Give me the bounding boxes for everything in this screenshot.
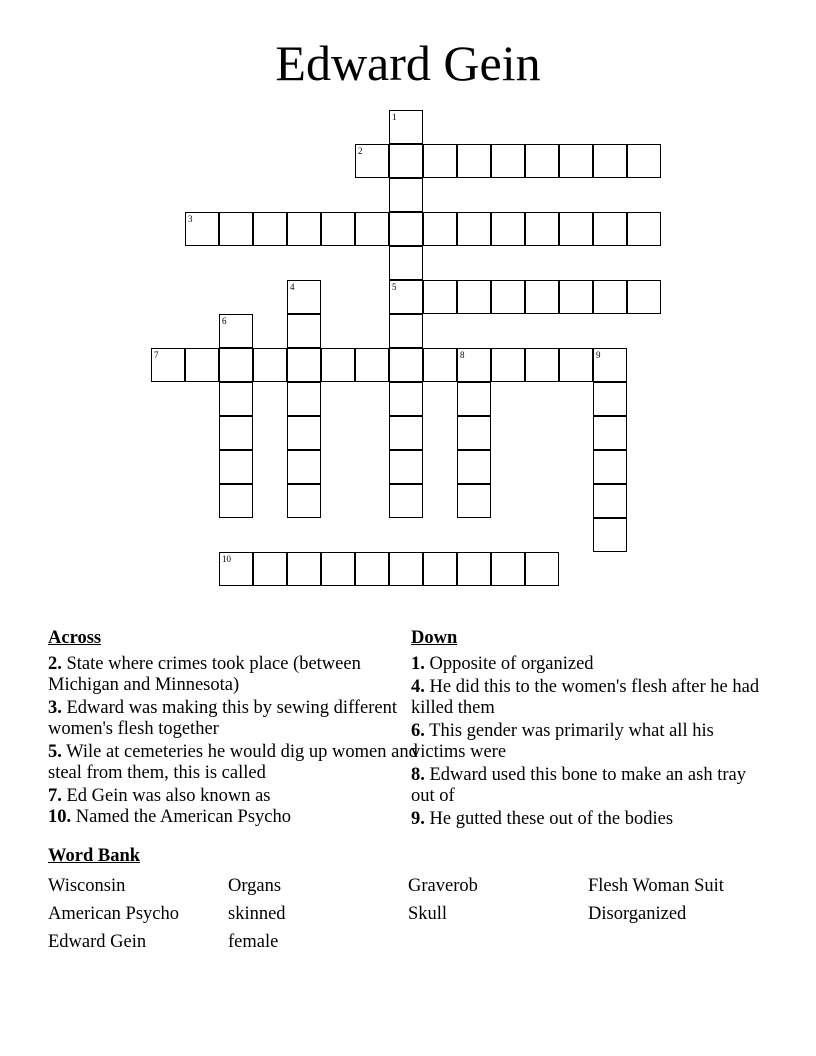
crossword-cell[interactable] <box>559 144 593 178</box>
crossword-cell[interactable] <box>389 144 423 178</box>
crossword-cell[interactable] <box>287 484 321 518</box>
crossword-cell[interactable] <box>321 212 355 246</box>
clue-text: Wile at cemeteries he would dig up women and steal from them, this is called <box>48 742 418 783</box>
crossword-cell[interactable] <box>287 450 321 484</box>
clue-across-10 <box>48 807 418 828</box>
word-bank-item: skinned <box>228 904 286 924</box>
clue-across-3 <box>48 698 418 740</box>
crossword-cell[interactable] <box>287 416 321 450</box>
crossword-cell[interactable] <box>525 348 559 382</box>
crossword-cell[interactable] <box>321 348 355 382</box>
clue-number-label: 5 <box>392 282 397 292</box>
crossword-cell[interactable] <box>219 450 253 484</box>
crossword-cell[interactable] <box>559 280 593 314</box>
across-heading: Across <box>48 628 102 648</box>
clue-number: 10. <box>48 807 72 827</box>
crossword-cell[interactable] <box>423 280 457 314</box>
clue-number-label: 6 <box>222 316 227 326</box>
clue-number: 5. <box>48 742 62 762</box>
crossword-cell[interactable] <box>593 212 627 246</box>
crossword-cell[interactable] <box>457 212 491 246</box>
crossword-cell[interactable] <box>423 552 457 586</box>
clue-number-label: 9 <box>596 350 601 360</box>
crossword-cell[interactable] <box>627 280 661 314</box>
clue-text: He gutted these out of the bodies <box>429 809 674 829</box>
crossword-cell[interactable] <box>525 552 559 586</box>
crossword-cell[interactable] <box>457 450 491 484</box>
crossword-cell[interactable] <box>389 178 423 212</box>
clue-number: 1. <box>411 654 425 674</box>
clue-text: He did this to the women's flesh after he had killed them <box>411 677 760 718</box>
clue-down-8 <box>411 765 771 807</box>
crossword-cell[interactable] <box>593 518 627 552</box>
crossword-cell[interactable] <box>389 212 423 246</box>
crossword-cell[interactable] <box>389 416 423 450</box>
clue-across-2 <box>48 654 418 696</box>
crossword-cell[interactable] <box>389 246 423 280</box>
crossword-cell[interactable] <box>627 212 661 246</box>
clue-down-4 <box>411 677 771 719</box>
down-heading: Down <box>411 628 458 648</box>
crossword-cell[interactable] <box>219 348 253 382</box>
crossword-cell[interactable] <box>253 552 287 586</box>
crossword-cell[interactable] <box>491 348 525 382</box>
clue-number: 4. <box>411 677 425 697</box>
crossword-cell[interactable] <box>457 416 491 450</box>
crossword-cell[interactable] <box>287 280 321 314</box>
down-clues <box>411 628 771 832</box>
word-bank <box>48 846 788 956</box>
crossword-cell[interactable] <box>219 382 253 416</box>
clue-number: 8. <box>411 765 425 785</box>
clue-text: Ed Gein was also known as <box>66 786 271 806</box>
crossword-cell[interactable] <box>389 450 423 484</box>
crossword-cell[interactable] <box>491 280 525 314</box>
word-bank-item: Flesh Woman Suit <box>588 876 724 896</box>
word-bank-item: Organs <box>228 876 282 896</box>
crossword-cell[interactable] <box>559 348 593 382</box>
clue-number-label: 2 <box>358 146 363 156</box>
clue-text: Named the American Psycho <box>75 807 292 827</box>
word-bank-heading: Word Bank <box>48 846 141 866</box>
clue-number-label: 10 <box>222 554 231 564</box>
crossword-cell[interactable] <box>525 144 559 178</box>
word-bank-item: Wisconsin <box>48 876 126 896</box>
crossword-cell[interactable] <box>219 314 253 348</box>
clue-text: Edward was making this by sewing different women's flesh together <box>48 698 398 739</box>
crossword-cell[interactable] <box>593 280 627 314</box>
crossword-cell[interactable] <box>287 212 321 246</box>
page-title: Edward Gein <box>275 35 541 91</box>
crossword-cell[interactable] <box>593 484 627 518</box>
crossword-cell[interactable] <box>253 348 287 382</box>
clue-down-9 <box>411 809 771 830</box>
crossword-cell[interactable] <box>491 144 525 178</box>
crossword-cell[interactable] <box>525 280 559 314</box>
crossword-cell[interactable] <box>355 348 389 382</box>
clue-text: State where crimes took place (between Michigan and Minnesota) <box>48 654 361 695</box>
clue-number-label: 7 <box>154 350 159 360</box>
crossword-cell[interactable] <box>491 212 525 246</box>
clue-down-1 <box>411 654 771 675</box>
crossword-cell[interactable] <box>423 144 457 178</box>
crossword-cell[interactable] <box>287 552 321 586</box>
crossword-cell[interactable] <box>389 110 423 144</box>
word-bank-item: Disorganized <box>588 904 687 924</box>
word-bank-item: Skull <box>408 904 448 924</box>
clue-text: Opposite of organized <box>429 654 594 674</box>
crossword-cell[interactable] <box>151 348 185 382</box>
crossword-cell[interactable] <box>355 144 389 178</box>
crossword-cell[interactable] <box>457 552 491 586</box>
crossword-cell[interactable] <box>287 314 321 348</box>
crossword-cell[interactable] <box>287 348 321 382</box>
word-bank-item: American Psycho <box>48 904 180 924</box>
crossword-cell[interactable] <box>287 382 321 416</box>
crossword-cell[interactable] <box>457 484 491 518</box>
clue-number: 3. <box>48 698 62 718</box>
crossword-cell[interactable] <box>423 212 457 246</box>
crossword-cell[interactable] <box>627 144 661 178</box>
clue-number: 6. <box>411 721 425 741</box>
across-clues <box>48 628 418 830</box>
crossword-cell[interactable] <box>457 348 491 382</box>
crossword-cell[interactable] <box>389 348 423 382</box>
crossword-cell[interactable] <box>491 552 525 586</box>
clue-number: 2. <box>48 654 62 674</box>
crossword-cell[interactable] <box>593 144 627 178</box>
crossword-cell[interactable] <box>219 212 253 246</box>
crossword-cell[interactable] <box>525 212 559 246</box>
crossword-cell[interactable] <box>389 314 423 348</box>
clue-across-5 <box>48 742 418 784</box>
crossword-cell[interactable] <box>389 280 423 314</box>
clue-down-6 <box>411 721 771 763</box>
crossword-cell[interactable] <box>185 348 219 382</box>
crossword-cell[interactable] <box>355 212 389 246</box>
clue-number: 9. <box>411 809 425 829</box>
crossword-cell[interactable] <box>355 552 389 586</box>
word-bank-item: Edward Gein <box>48 932 147 952</box>
crossword-cell[interactable] <box>219 416 253 450</box>
crossword-cell[interactable] <box>593 348 627 382</box>
crossword-cell[interactable] <box>593 450 627 484</box>
crossword-cell[interactable] <box>423 348 457 382</box>
word-bank-item: Graverob <box>408 876 478 896</box>
crossword-cell[interactable] <box>389 382 423 416</box>
crossword-cell[interactable] <box>457 382 491 416</box>
crossword-cell[interactable] <box>219 484 253 518</box>
crossword-cell[interactable] <box>559 212 593 246</box>
crossword-cell[interactable] <box>457 144 491 178</box>
clue-number-label: 3 <box>188 214 193 224</box>
crossword-cell[interactable] <box>593 416 627 450</box>
crossword-cell[interactable] <box>389 552 423 586</box>
clue-number-label: 1 <box>392 112 397 122</box>
crossword-cell[interactable] <box>185 212 219 246</box>
word-bank-list <box>48 872 788 956</box>
clue-number: 7. <box>48 786 62 806</box>
clue-text: Edward used this bone to make an ash tray out of <box>411 765 746 806</box>
crossword-cell[interactable] <box>253 212 287 246</box>
crossword-cell[interactable] <box>389 484 423 518</box>
crossword-cell[interactable] <box>219 552 253 586</box>
clue-text: This gender was primarily what all his victims were <box>411 721 714 762</box>
word-bank-item: female <box>228 932 279 952</box>
crossword-cell[interactable] <box>321 552 355 586</box>
clue-number-label: 8 <box>460 350 465 360</box>
crossword-cell[interactable] <box>593 382 627 416</box>
clue-number-label: 4 <box>290 282 295 292</box>
crossword-cell[interactable] <box>457 280 491 314</box>
clue-across-7 <box>48 786 418 807</box>
